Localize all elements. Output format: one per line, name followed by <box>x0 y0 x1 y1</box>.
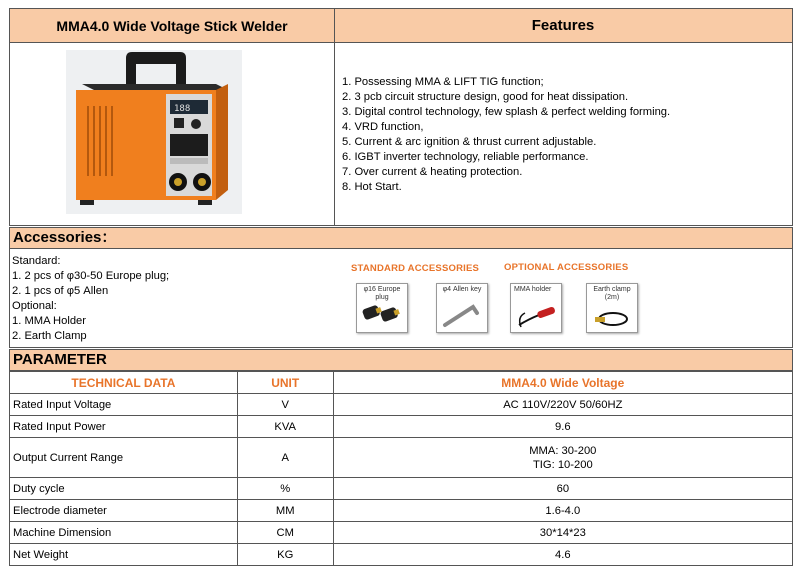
accessory-allen-key <box>436 283 488 333</box>
param-name: Duty cycle <box>10 478 238 500</box>
table-row <box>10 478 793 500</box>
feature-item: 2. 3 pcb circuit structure design, good for heat dissipation. <box>342 91 629 103</box>
param-value-line: TIG: 10-200 <box>532 458 593 471</box>
param-name: Machine Dimension <box>10 522 238 544</box>
column-header-model: MMA4.0 Wide Voltage <box>333 372 792 394</box>
feature-item: 4. VRD function, <box>342 121 424 133</box>
welder-image <box>66 50 242 214</box>
param-value: 30*14*23 <box>333 522 792 544</box>
accessory-line: Optional: <box>12 300 57 312</box>
feature-item: 7. Over current & heating protection. <box>342 166 523 178</box>
accessory-line: 2. Earth Clamp <box>12 330 87 342</box>
features-title: Features <box>531 17 595 34</box>
optional-accessories-title: OPTIONAL ACCESSORIES <box>504 262 629 273</box>
standard-accessories-title: STANDARD ACCESSORIES <box>351 263 480 274</box>
svg-text:188: 188 <box>174 104 191 114</box>
accessory-line: 1. MMA Holder <box>12 315 86 327</box>
accessory-label: Earth clamp (2m) <box>593 286 631 301</box>
table-row <box>10 544 793 566</box>
feature-item: 6. IGBT inverter technology, reliable performance. <box>342 151 589 163</box>
param-unit: MM <box>237 500 333 522</box>
parameter-table <box>9 371 793 566</box>
param-value-line: MMA: 30-200 <box>529 444 597 457</box>
column-header-unit: UNIT <box>237 372 333 394</box>
table-row <box>10 438 793 478</box>
accessory-label: φ16 Europe plug <box>363 286 401 301</box>
column-header-technical-data: TECHNICAL DATA <box>10 372 238 394</box>
param-name: Output Current Range <box>10 438 238 478</box>
feature-item: 3. Digital control technology, few splash & perfect welding forming. <box>342 106 671 118</box>
param-name: Net Weight <box>10 544 238 566</box>
header-row <box>9 8 793 43</box>
param-unit: % <box>237 478 333 500</box>
table-row <box>10 522 793 544</box>
product-image-cell <box>10 43 335 225</box>
accessory-label: φ4 Allen key <box>442 286 482 293</box>
accessories-row <box>9 248 793 348</box>
features-list <box>342 75 670 195</box>
param-value: 4.6 <box>333 544 792 566</box>
param-name: Electrode diameter <box>10 500 238 522</box>
allen-key-icon <box>437 295 487 333</box>
param-unit: A <box>237 438 333 478</box>
param-name: Rated Input Power <box>10 416 238 438</box>
feature-item: 8. Hot Start. <box>342 181 402 193</box>
accessory-mma-holder <box>510 283 562 333</box>
europe-plug-icon <box>357 295 407 333</box>
accessory-line: Standard: <box>12 255 61 267</box>
accessory-label: MMA holder <box>514 286 552 293</box>
accessories-text <box>12 254 169 344</box>
table-row <box>10 416 793 438</box>
param-unit: CM <box>237 522 333 544</box>
accessory-line: 2. 1 pcs of φ5 Allen <box>12 285 109 297</box>
param-value-multi <box>333 438 792 478</box>
param-value: 1.6-4.0 <box>333 500 792 522</box>
product-title: MMA4.0 Wide Voltage Stick Welder <box>10 9 335 42</box>
mma-holder-icon <box>511 295 561 333</box>
parameter-title: PARAMETER <box>9 349 793 371</box>
param-value: 9.6 <box>333 416 792 438</box>
table-row <box>10 394 793 416</box>
accessory-line: 1. 2 pcs of φ30-50 Europe plug; <box>12 270 170 282</box>
param-unit: V <box>237 394 333 416</box>
param-unit: KG <box>237 544 333 566</box>
param-unit: KVA <box>237 416 333 438</box>
feature-item: 5. Current & arc ignition & thrust current adjustable. <box>342 136 597 148</box>
accessory-europe-plug <box>356 283 408 333</box>
param-name: Rated Input Voltage <box>10 394 238 416</box>
table-row <box>10 500 793 522</box>
earth-clamp-icon <box>587 295 637 333</box>
table-header-row <box>10 372 793 394</box>
param-value: 60 <box>333 478 792 500</box>
accessory-earth-clamp <box>586 283 638 333</box>
feature-item: 1. Possessing MMA & LIFT TIG function; <box>342 76 544 88</box>
param-value: AC 110V/220V 50/60HZ <box>333 394 792 416</box>
product-row <box>9 43 793 226</box>
accessories-title: Accessories： <box>9 227 793 249</box>
